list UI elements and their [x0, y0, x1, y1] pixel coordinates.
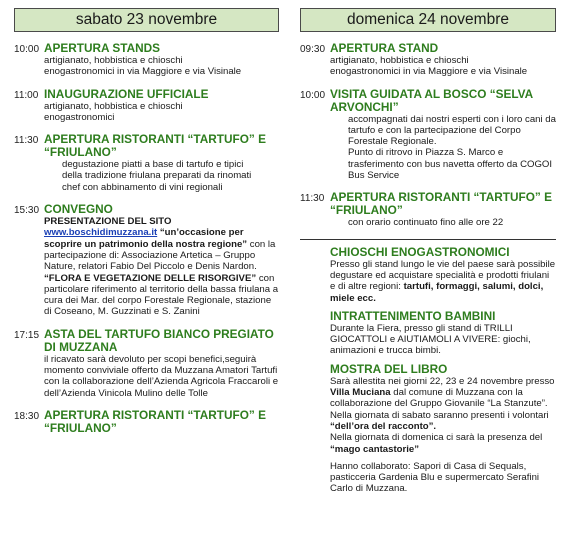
event-time: 18:30 — [14, 410, 40, 422]
event-item — [14, 133, 279, 193]
section-desc: Durante la Fiera, presso gli stand di TRILLI GIOCATTOLI e AIUTIAMOLI A VIVERE: giochi, animazioni e trucca bimbi. — [330, 322, 531, 357]
event-item — [14, 88, 279, 124]
day-header-saturday: sabato 23 novembre — [14, 8, 279, 32]
event-time: 11:30 — [300, 193, 325, 205]
event-desc: artigianato, hobbistica e chioschi enogastronomici in via Maggiore e via Visinale — [330, 55, 528, 78]
event-time: 17:15 — [14, 329, 40, 341]
event-title: APERTURA RISTORANTI “TARTUFO” E “FRIULANO” — [330, 190, 552, 218]
event-desc: artigianato, hobbistica e chioschi enogastronomici — [44, 100, 183, 123]
day-header-sunday: domenica 24 novembre — [300, 8, 556, 32]
event-time: 09:30 — [300, 44, 326, 55]
event-time: 10:00 — [14, 44, 40, 55]
sunday-column — [300, 0, 556, 501]
event-desc: artigianato, hobbistica e chioschi enogastronomici in via Maggiore e via Visinale — [44, 55, 242, 78]
event-item — [14, 328, 279, 399]
event-title: APERTURA STANDS — [44, 41, 161, 55]
event-title: VISITA GUIDATA AL BOSCO “SELVA ARVONCHI” — [330, 86, 533, 114]
section-title: INTRATTENIMENTO BAMBINI — [330, 308, 496, 323]
section-block — [300, 310, 556, 357]
event-desc: accompagnati dai nostri esperti con i loro cani da tartufo e con la partecipazione del Corpo Forestale Regionale. Punto di ritrovo in Piazza S. Marco e trasferimento con bus navetta offerto da COGOI Bus Service — [348, 113, 556, 182]
section-title: CHIOSCHI ENOGASTRONOMICI — [330, 244, 510, 259]
event-time: 15:30 — [14, 205, 40, 217]
section-desc: Sarà allestita nei giorni 22, 23 e 24 novembre presso Villa Muciana dal comune di Muzzana con la collaborazione del Gruppo Giovanile “La Stanzute”. Nella giornata di sabato saranno presenti i volontari “dell’ora del racconto”. Nella giornata di domenica ci sarà la presenza del “mago cantastorie” — [330, 375, 555, 455]
event-item — [14, 42, 279, 78]
event-title: INAUGURAZIONE UFFICIALE — [44, 86, 209, 101]
event-item — [300, 191, 556, 228]
section-desc: Presso gli stand lungo le vie del paese sarà possibile degustare ed acquistare specialità e prodotti friulani e di altre regioni: tartufi, formaggi, salumi, dolci, miele ecc. — [330, 258, 556, 304]
event-title: ASTA DEL TARTUFO BIANCO PREGIATO DI MUZZANA — [44, 326, 274, 354]
section-block — [300, 363, 556, 495]
event-desc: con orario continuato fino alle ore 22 — [348, 217, 504, 229]
event-desc: PRESENTAZIONE DEL SITO www.boschidimuzzana.it “un’occasione per scoprire un patrimonio della nostra regione” con la partecipazione di: Associazione Artetica – Gruppo Nature, relatori Fabio Del Piccolo e Denis Nardon. “FLORA E VEGETAZIONE DELLE RISORGIVE” con particolare riferimento al territorio della bassa friulana a cura dei Mar. del corpo Forestale Regionale, stazione di Coseano, M. Guzzinati e S. Zanini — [44, 216, 279, 318]
event-item — [300, 42, 556, 78]
event-desc: degustazione piatti a base di tartufo e tipici della tradizione friulana preparati da rinomati chef con abbinamento di vini regionali — [62, 159, 252, 193]
event-desc: il ricavato sarà devoluto per scopi benefici,seguirà momento conviviale offerto da Muzzana Amatori Tartufi con la collaborazione dell’Azienda Agricola Fraccaroli e dell’Azienda Vinicola Mulino delle Tolle — [44, 353, 279, 399]
event-time: 11:30 — [14, 135, 39, 147]
event-item — [14, 409, 279, 435]
credits: Hanno collaborato: Sapori di Casa di Sequals, pasticceria Gardenia Blu e supermercato Serafini Carlo di Muzzana. — [330, 460, 540, 495]
event-title: CONVEGNO — [44, 202, 113, 217]
section-divider — [300, 239, 556, 240]
event-time: 11:00 — [14, 89, 39, 101]
event-title: APERTURA STAND — [330, 41, 439, 55]
event-item — [14, 203, 279, 318]
event-item — [300, 88, 556, 182]
saturday-column — [14, 0, 279, 445]
website-link[interactable]: www.boschidimuzzana.it — [44, 227, 158, 239]
section-block — [300, 246, 556, 304]
section-title: MOSTRA DEL LIBRO — [330, 361, 448, 376]
event-title: APERTURA RISTORANTI “TARTUFO” E “FRIULANO” — [44, 132, 266, 160]
event-time: 10:00 — [300, 89, 326, 101]
event-title: APERTURA RISTORANTI “TARTUFO” E “FRIULANO” — [44, 407, 266, 435]
